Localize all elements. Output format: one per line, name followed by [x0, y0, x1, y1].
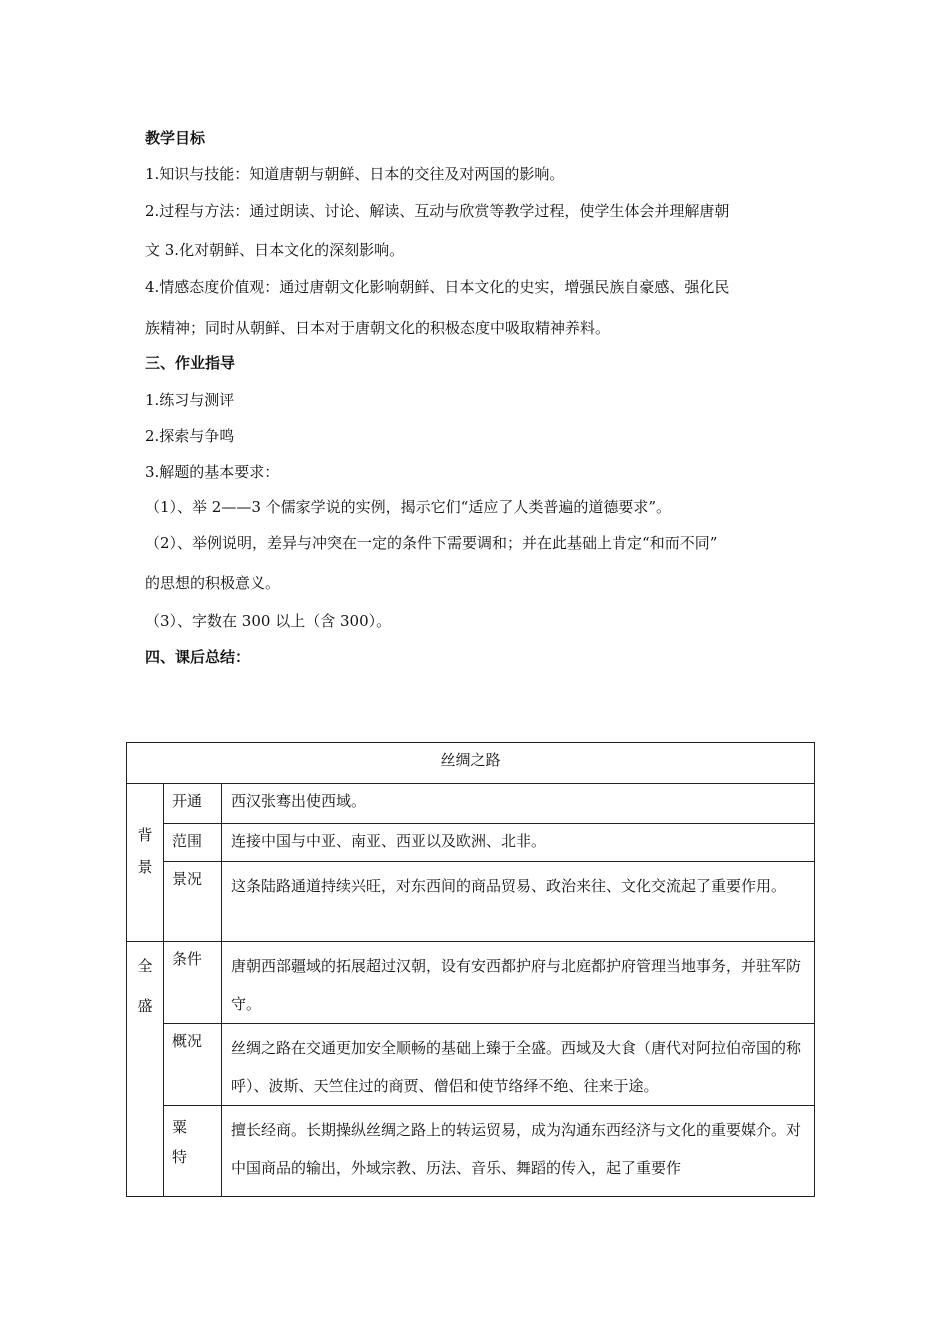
group-label-peak: 全盛: [127, 942, 164, 1197]
row-text: 擅长经商。长期操纵丝绸之路上的转运贸易，成为沟通东西经济与文化的重要媒介。对中国商品的输出，外域宗教、历法、音乐、舞蹈的传入，起了重要作: [222, 1106, 815, 1197]
row-label-sogdian: 粟特: [164, 1106, 222, 1197]
row-label: 概况: [164, 1024, 222, 1106]
table-row: [127, 784, 815, 824]
row-label: 景况: [164, 862, 222, 942]
row-label: 开通: [164, 784, 222, 824]
group-label-background: 背景: [127, 784, 164, 942]
requirement-1: （1）、举 2——3 个儒家学说的实例，揭示它们“适应了人类普遍的道德要求”。: [145, 498, 672, 516]
silk-road-table: [126, 742, 815, 1197]
row-text: 唐朝西部疆域的拓展超过汉朝，设有安西都护府与北庭都护府管理当地事务，并驻军防守。: [222, 942, 815, 1024]
table-title: 丝绸之路: [127, 743, 815, 784]
requirement-2-line-1: （2）、举例说明，差异与冲突在一定的条件下需要调和；并在此基础上肯定“和而不同”: [145, 534, 718, 552]
objective-item-4-line-1: 4.情感态度价值观：通过唐朝文化影响朝鲜、日本文化的史实，增强民族自豪感、强化民: [145, 278, 730, 296]
table-title-row: [127, 743, 815, 784]
row-text: 这条陆路通道持续兴旺，对东西间的商品贸易、政治来往、文化交流起了重要作用。: [222, 862, 815, 942]
row-label: 范围: [164, 824, 222, 862]
row-label: 条件: [164, 942, 222, 1024]
objective-item-1: 1.知识与技能：知道唐朝与朝鲜、日本的交往及对两国的影响。: [145, 165, 565, 183]
homework-heading: 三、作业指导: [145, 354, 236, 372]
row-text: 西汉张骞出使西域。: [222, 784, 815, 824]
objective-item-2-line-1: 2.过程与方法：通过朗读、讨论、解读、互动与欣赏等教学过程，使学生体会并理解唐朝: [145, 202, 730, 220]
homework-item-1: 1.练习与测评: [145, 391, 235, 409]
table-row: [127, 824, 815, 862]
summary-heading: 四、课后总结：: [145, 648, 251, 666]
objective-item-4-line-2: 族精神；同时从朝鲜、日本对于唐朝文化的积极态度中吸取精神养料。: [145, 319, 611, 337]
requirement-3: （3）、字数在 300 以上（含 300）。: [145, 612, 392, 630]
table-row: [127, 942, 815, 1024]
requirement-2-line-2: 的思想的积极意义。: [145, 574, 281, 592]
table-row: [127, 862, 815, 942]
objective-item-2-line-2: 文 3.化对朝鲜、日本文化的深刻影响。: [145, 241, 405, 259]
row-text: 丝绸之路在交通更加安全顺畅的基础上臻于全盛。西域及大食（唐代对阿拉伯帝国的称呼）、波斯、天竺住过的商贾、僧侣和使节络绎不绝、往来于途。: [222, 1024, 815, 1106]
objectives-heading: 教学目标: [145, 129, 206, 147]
homework-item-2: 2.探索与争鸣: [145, 427, 235, 445]
table-row: [127, 1024, 815, 1106]
row-text: 连接中国与中亚、南亚、西亚以及欧洲、北非。: [222, 824, 815, 862]
homework-item-3: 3.解题的基本要求：: [145, 463, 280, 481]
table-row: [127, 1106, 815, 1197]
